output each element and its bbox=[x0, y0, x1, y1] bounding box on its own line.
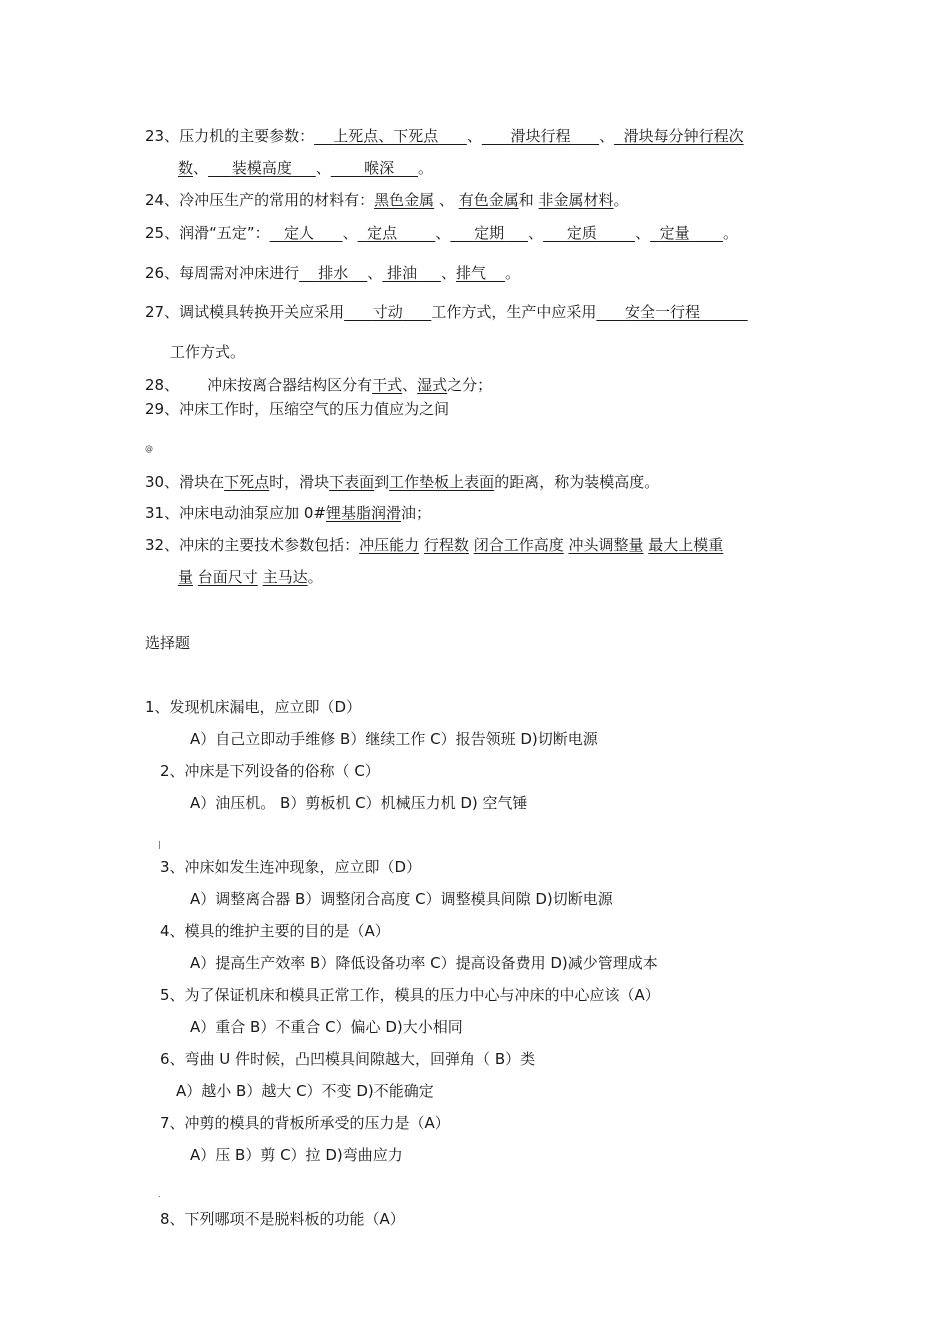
question-29: 29、冲床工作时，压缩空气的压力值应为之间 bbox=[145, 400, 450, 418]
answer-blank: 定点 bbox=[367, 224, 398, 242]
mc-options-7: A）压 B）剪 C）拉 D)弯曲应力 bbox=[190, 1146, 403, 1164]
mc-options-1: A）自己立即动手维修 B）继续工作 C）报告领班 D)切断电源 bbox=[190, 730, 598, 748]
mc-options-2: A）油压机。 B）剪板机 C）机械压力机 D) 空气锤 bbox=[190, 794, 528, 812]
question-27-cont: 工作方式。 bbox=[170, 343, 246, 361]
answer-blank: 工作垫板上表面 bbox=[389, 473, 495, 491]
mc-question-3: 3、冲床如发生连冲现象，应立即（D） bbox=[160, 858, 422, 876]
answer-blank: 滑块行程 bbox=[510, 127, 571, 145]
answer-blank: 干式 bbox=[372, 376, 403, 394]
question-31: 31、冲床电动油泵应加 0#锂基脂润滑油； bbox=[145, 504, 432, 522]
answer-blank: 黑色金属 bbox=[374, 191, 435, 209]
answer-blank: 定期 bbox=[474, 224, 505, 242]
answer-blank: 量 bbox=[178, 568, 194, 586]
answer-blank: 上死点、下死点 bbox=[333, 127, 439, 145]
answer-blank: 定质 bbox=[566, 224, 597, 242]
answer-blank: 滑块每分钟行程次 bbox=[623, 127, 744, 145]
question-24: 24、冷冲压生产的常用的材料有：黑色金属 、 有色金属和 非金属材料。 bbox=[145, 191, 629, 209]
question-text: 、压力机的主要参数： bbox=[164, 127, 315, 145]
answer-blank: 有色金属 bbox=[458, 191, 519, 209]
answer-blank: 下表面 bbox=[329, 473, 375, 491]
mc-options-5: A）重合 B）不重合 C）偏心 D)大小相同 bbox=[190, 1018, 463, 1036]
answer-blank: 非金属材料 bbox=[538, 191, 614, 209]
question-27: 27、调试模具转换开关应采用 寸动 工作方式，生产中应采用 安全一行程 bbox=[145, 302, 748, 322]
answer-blank: 闭合工作高度 bbox=[473, 536, 564, 554]
stray-mark: @ bbox=[145, 444, 153, 453]
stray-mark: . bbox=[158, 1190, 161, 1199]
mc-options-4: A）提高生产效率 B）降低设备功率 C）提高设备费用 D)减少管理成本 bbox=[190, 954, 658, 972]
answer-blank: 台面尺寸 bbox=[197, 568, 258, 586]
answer-blank: 排水 bbox=[318, 264, 349, 282]
answer-blank: 排油 bbox=[387, 264, 418, 282]
question-28: 28、 冲床按离合器结构区分有干式、湿式之分； bbox=[145, 376, 493, 394]
answer-blank: 湿式 bbox=[417, 376, 448, 394]
mc-question-7: 7、冲剪的模具的背板所承受的压力是（A） bbox=[160, 1114, 450, 1132]
question-32: 32、冲床的主要技术参数包括：冲压能力 行程数 闭合工作高度 冲头调整量 最大上模重 bbox=[145, 536, 724, 554]
question-32-cont: 量 台面尺寸 主马达。 bbox=[178, 568, 323, 586]
answer-blank: 下死点 bbox=[224, 473, 270, 491]
mc-options-6: A）越小 B）越大 C）不变 D)不能确定 bbox=[176, 1082, 434, 1100]
question-number: 23 bbox=[145, 127, 165, 145]
answer-blank: 冲头调整量 bbox=[568, 536, 644, 554]
mc-question-1: 1、发现机床漏电，应立即（D） bbox=[145, 698, 362, 716]
answer-blank: 定量 bbox=[659, 224, 690, 242]
answer-blank: 数 bbox=[178, 159, 194, 177]
answer-blank: 最大上模重 bbox=[648, 536, 724, 554]
answer-blank: 安全一行程 bbox=[624, 303, 700, 321]
answer-blank: 寸动 bbox=[372, 303, 403, 321]
mc-question-8: 8、下列哪项不是脱料板的功能（A） bbox=[160, 1210, 405, 1228]
stray-mark: | bbox=[158, 840, 161, 849]
mc-options-3: A）调整离合器 B）调整闭合高度 C）调整模具间隙 D)切断电源 bbox=[190, 890, 613, 908]
question-23: 23、压力机的主要参数： 上死点、下死点 、 滑块行程 、 滑块每分钟行程次 bbox=[145, 127, 744, 145]
question-26: 26、每周需对冲床进行 排水 、 排油 、排气 。 bbox=[145, 264, 521, 282]
answer-blank: 装模高度 bbox=[231, 159, 292, 177]
answer-blank: 排气 bbox=[455, 264, 486, 282]
answer-blank: 行程数 bbox=[423, 536, 469, 554]
mc-question-2: 2、冲床是下列设备的俗称（ C） bbox=[160, 762, 380, 780]
answer-blank: 喉深 bbox=[364, 159, 395, 177]
answer-blank: 冲压能力 bbox=[359, 536, 420, 554]
answer-blank: 锂基脂润滑 bbox=[325, 504, 401, 522]
answer-blank: 主马达 bbox=[262, 568, 308, 586]
mc-question-6: 6、弯曲 U 件时候，凸凹模具间隙越大，回弹角（ B）类 bbox=[160, 1050, 536, 1068]
question-30: 30、滑块在下死点时，滑块下表面到工作垫板上表面的距离，称为装模高度。 bbox=[145, 473, 660, 491]
mc-question-5: 5、为了保证机床和模具正常工作，模具的压力中心与冲床的中心应该（A） bbox=[160, 986, 660, 1004]
section-title: 选择题 bbox=[145, 634, 191, 652]
answer-blank: 定人 bbox=[283, 224, 314, 242]
question-23-cont: 数、 装模高度 、 喉深 。 bbox=[178, 159, 434, 177]
mc-question-4: 4、模具的维护主要的目的是（A） bbox=[160, 922, 390, 940]
question-25: 25、润滑“五定”： 定人 、 定点 、 定期 、 定质 、 定量 。 bbox=[145, 224, 739, 242]
